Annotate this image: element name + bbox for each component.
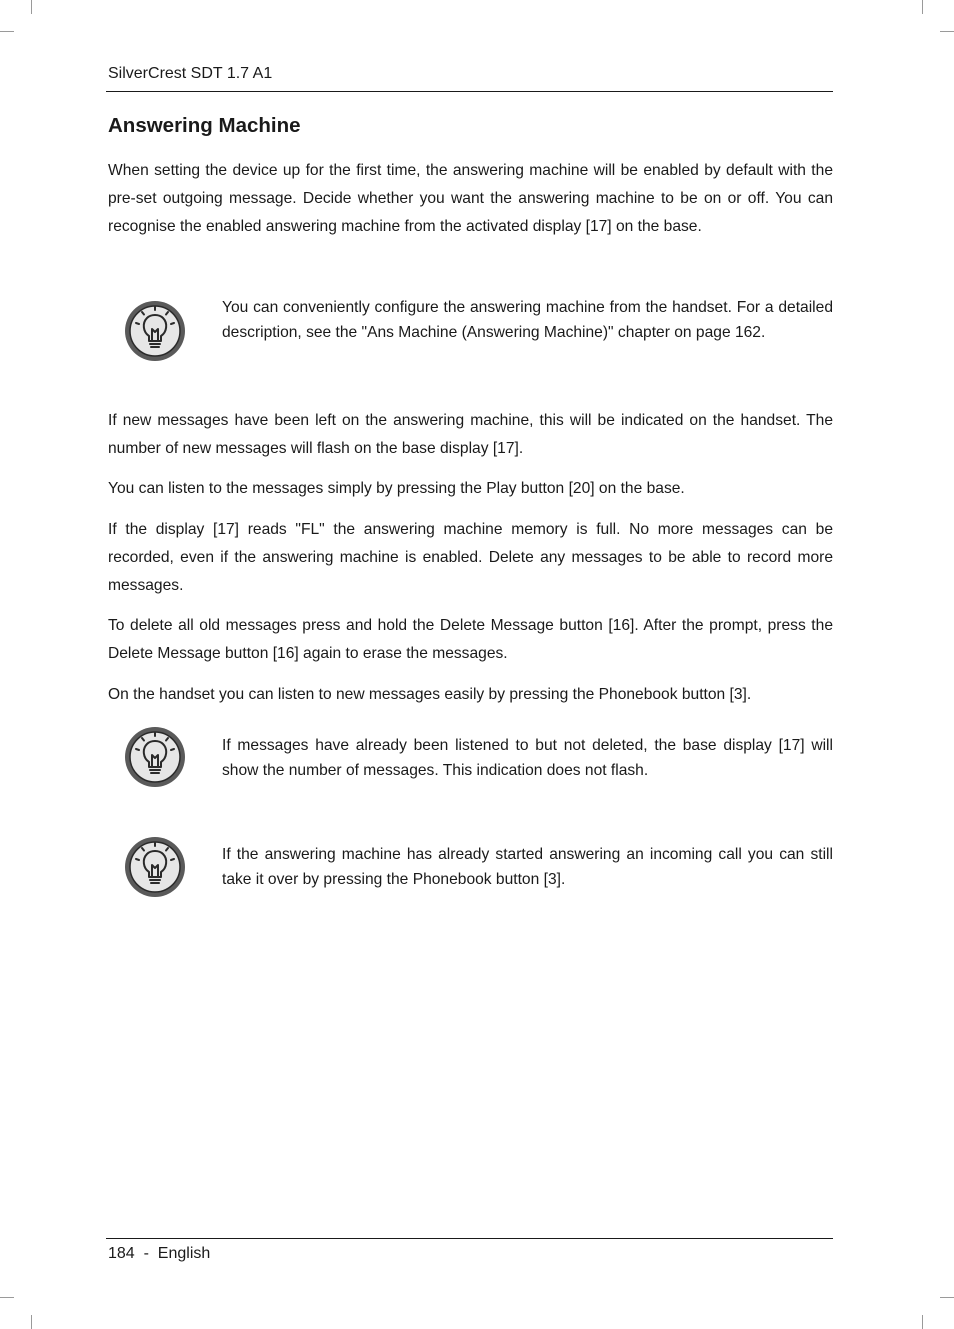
lightbulb-tip-icon bbox=[123, 299, 187, 363]
crop-mark bbox=[0, 1297, 14, 1298]
lightbulb-tip-icon bbox=[123, 835, 187, 899]
crop-mark bbox=[940, 31, 954, 32]
page-number-footer: 184 - English bbox=[108, 1245, 211, 1262]
paragraph-handset-listen: On the handset you can listen to new messages easily by pressing the Phonebook button [3]. bbox=[108, 686, 752, 703]
section-title: Answering Machine bbox=[108, 114, 301, 137]
crop-mark bbox=[0, 31, 14, 32]
crop-mark bbox=[922, 0, 923, 14]
crop-mark bbox=[31, 1315, 32, 1329]
paragraph-memory-full: If the display [17] reads "FL" the answering machine memory is full. No more messages can be recorded, even if the answering machine is enabled. Delete any messages to be able to record more messages. bbox=[108, 521, 833, 594]
paragraph-delete-messages: To delete all old messages press and hold the Delete Message button [16]. After the prompt, press the Delete Message button [16] again to erase the messages. bbox=[108, 617, 833, 662]
tip-note-text: If the answering machine has already started answering an incoming call you can still take it over by pressing the Phonebook button [3]. bbox=[222, 846, 833, 888]
tip-note-text: You can conveniently configure the answering machine from the handset. For a detailed description, see the "Ans Machine (Answering Machine)" chapter on page 162. bbox=[222, 299, 833, 341]
crop-mark bbox=[940, 1297, 954, 1298]
paragraph-new-messages: If new messages have been left on the answering machine, this will be indicated on the handset. The number of new messages will flash on the base display [17]. bbox=[108, 412, 833, 457]
paragraph-intro: When setting the device up for the first time, the answering machine will be enabled by default with the pre-set outgoing message. Decide whether you want the answering machine to be on or off. You can recognise the enabled answering machine from the activated display [17] on the base. bbox=[108, 162, 833, 235]
crop-mark bbox=[31, 0, 32, 14]
footer-rule bbox=[106, 1238, 833, 1239]
header-rule bbox=[106, 91, 833, 92]
crop-mark bbox=[922, 1315, 923, 1329]
lightbulb-tip-icon bbox=[123, 725, 187, 789]
running-header: SilverCrest SDT 1.7 A1 bbox=[108, 65, 273, 82]
tip-note-text: If messages have already been listened to but not deleted, the base display [17] will show the number of messages. This indication does not flash. bbox=[222, 737, 833, 779]
paragraph-play-button: You can listen to the messages simply by pressing the Play button [20] on the base. bbox=[108, 480, 685, 497]
